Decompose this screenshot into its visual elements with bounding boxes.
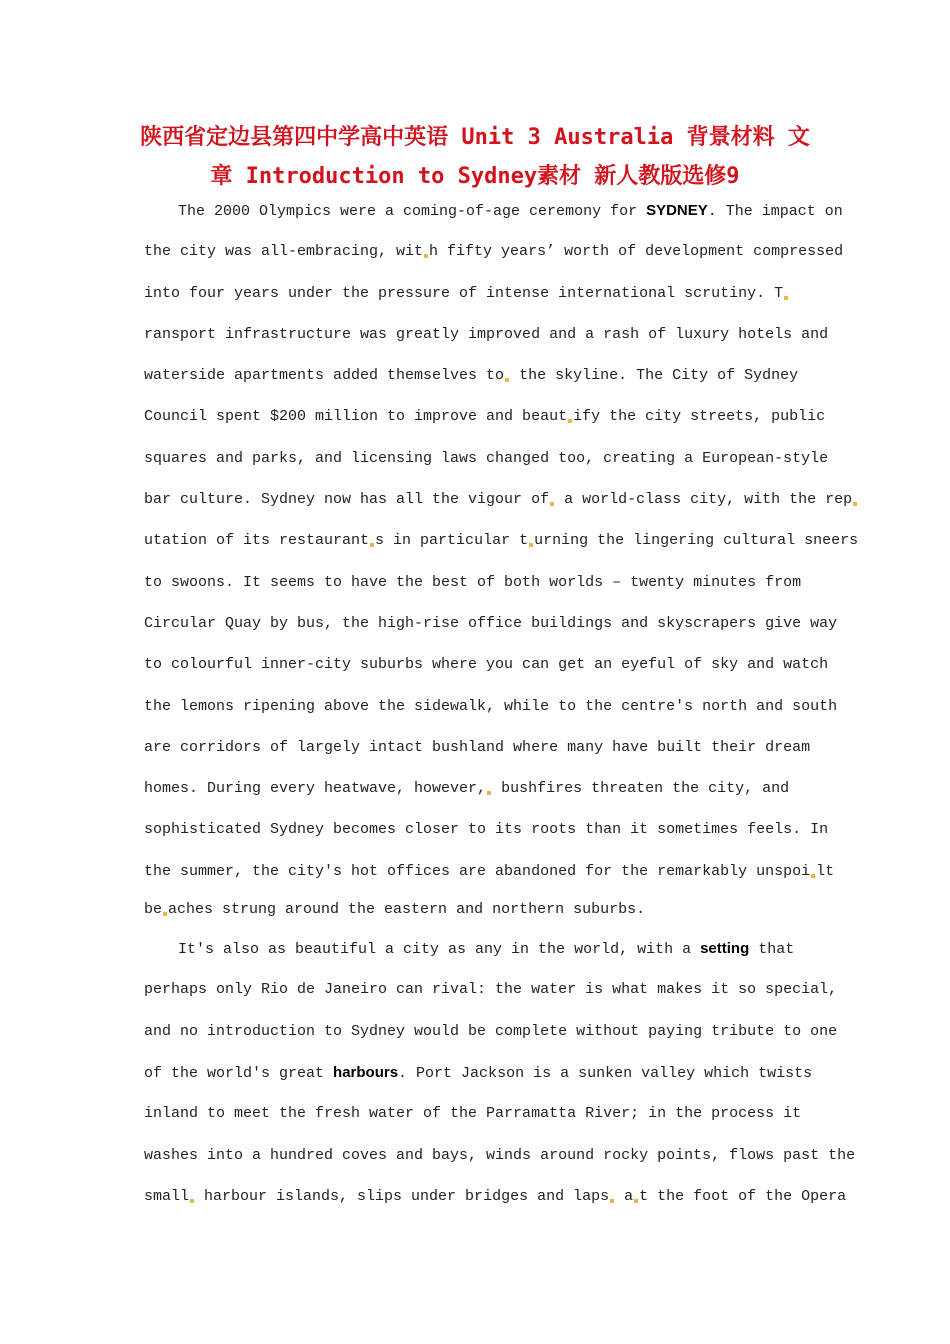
text-line [144, 768, 824, 809]
text-run: urning the lingering cultural sneers [534, 532, 859, 550]
marker-dot [163, 912, 167, 916]
text-line: perhaps only Rio de Janeiro can rival: the water is what makes it so special, [144, 981, 838, 999]
marker-dot [784, 296, 788, 300]
text-line [144, 190, 843, 231]
text-run: It's also as beautiful a city as any in the world, with a [178, 941, 701, 959]
text-run: The 2000 Olympics were a coming-of-age ceremony for [178, 203, 647, 220]
text-run: utation of its restaurant [144, 532, 370, 550]
text-run: bar culture. Sydney now has all the vigour of [144, 491, 550, 509]
article-body [144, 190, 859, 1217]
marker-dot [568, 419, 572, 423]
marker-dot [634, 1199, 638, 1203]
text-run: the summer, the city's hot offices are abandoned for the remarkably unspoi [144, 862, 811, 880]
text-run: . The impact on [707, 203, 843, 220]
text-line [144, 928, 824, 969]
text-line: ransport infrastructure was greatly improved and a rash of luxury hotels and [144, 325, 829, 343]
title-line-2: 章 Introduction to Sydney素材 新人教版选修9 [210, 164, 740, 189]
text-run: waterside apartments added themselves to [144, 367, 505, 385]
text-line [144, 1052, 824, 1093]
text-line [144, 396, 824, 437]
marker-dot [370, 543, 374, 547]
marker-dot [853, 502, 857, 506]
text-run: bushfires threaten the city, and [492, 780, 790, 798]
text-line: and no introduction to Sydney would be complete without paying tribute to one [144, 1022, 838, 1040]
text-run: . Port Jackson is a sunken valley which twists [398, 1064, 813, 1082]
text-line [144, 355, 824, 396]
marker-dot [505, 378, 509, 382]
text-run: s in particular t [375, 532, 529, 550]
marker-dot [529, 543, 533, 547]
text-run: a [615, 1187, 634, 1205]
marker-dot [811, 874, 815, 878]
text-run: that [749, 941, 795, 959]
text-line: washes into a hundred coves and bays, winds around rocky points, flows past the [144, 1146, 856, 1164]
text-run: lt [816, 862, 835, 880]
text-line: squares and parks, and licensing laws changed too, creating a European-style [144, 449, 829, 467]
marker-dot [550, 502, 554, 506]
text-line: Circular Quay by bus, the high-rise office buildings and skyscrapers give way [144, 614, 838, 632]
text-line [144, 273, 824, 314]
text-run: into four years under the pressure of intense international scrutiny. T [144, 284, 784, 302]
text-line [144, 892, 824, 928]
paragraph-2 [144, 928, 856, 1217]
text-run: small [144, 1187, 190, 1205]
marker-dot [190, 1199, 194, 1203]
text-line [144, 231, 844, 272]
keyword-harbours: harbours [333, 1063, 399, 1081]
text-run: ify the city streets, public [573, 408, 826, 426]
text-run: of the world's great [144, 1064, 334, 1082]
text-line: inland to meet the fresh water of the Parramatta River; in the process it [144, 1105, 802, 1123]
keyword-setting: setting [700, 940, 750, 958]
marker-dot [424, 254, 428, 258]
text-line [144, 851, 835, 892]
text-run: homes. During every heatwave, however, [144, 780, 487, 798]
text-run: the skyline. The City of Sydney [510, 367, 799, 385]
text-line: are corridors of largely intact bushland where many have built their dream [144, 738, 811, 756]
text-run: aches strung around the eastern and northern suburbs. [168, 901, 646, 919]
text-line: the lemons ripening above the sidewalk, while to the centre's north and south [144, 697, 838, 715]
text-run: h fifty years’ worth of development compressed [429, 243, 844, 261]
text-run: t the foot of the Opera [639, 1187, 847, 1205]
marker-dot [610, 1199, 614, 1203]
text-line: to colourful inner-city suburbs where you can get an eyeful of sky and watch [144, 656, 829, 674]
text-run: harbour islands, slips under bridges and laps [195, 1187, 610, 1205]
keyword-sydney: SYDNEY [646, 202, 708, 219]
paragraph-1 [144, 190, 859, 928]
text-line [144, 520, 859, 561]
text-run: be [144, 901, 163, 919]
text-line [144, 1176, 847, 1217]
marker-dot [487, 791, 491, 795]
text-run: a world-class city, with the rep [555, 491, 853, 509]
document-title [100, 118, 850, 196]
text-run: Council spent $200 million to improve and beaut [144, 408, 568, 426]
text-line: sophisticated Sydney becomes closer to its roots than it sometimes feels. In [144, 821, 829, 839]
text-line [144, 479, 853, 520]
text-run: the city was all-embracing, wit [144, 243, 424, 261]
title-line-1: 陕西省定边县第四中学高中英语 Unit 3 Australia 背景材料 文 [140, 125, 810, 150]
text-line: to swoons. It seems to have the best of both worlds – twenty minutes from [144, 573, 802, 591]
